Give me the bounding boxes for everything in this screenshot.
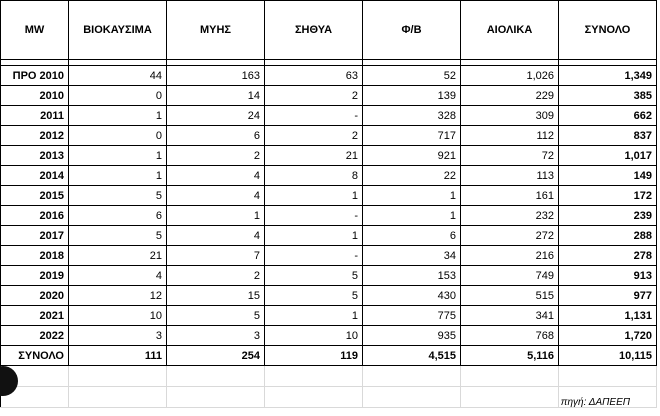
table-cell[interactable]: 717 [363,126,461,146]
header-row [1,1,657,60]
total-cell[interactable]: 5,116 [461,346,559,366]
table-cell[interactable]: 1 [69,106,167,126]
table-cell[interactable]: 921 [363,146,461,166]
table-row [1,286,657,306]
table-cell[interactable]: 161 [461,186,559,206]
empty-cell[interactable] [69,366,167,387]
table-cell[interactable]: 935 [363,326,461,346]
table-cell[interactable]: 0 [69,86,167,106]
row-total-cell[interactable]: 1,017 [559,146,657,166]
total-label-cell[interactable]: ΣΥΝΟΛΟ [1,346,69,366]
row-year-cell[interactable]: 2016 [1,206,69,226]
table-cell[interactable]: 229 [461,86,559,106]
table-cell[interactable]: 3 [167,326,265,346]
row-year-cell[interactable]: 2017 [1,226,69,246]
header-mw[interactable]: MW [1,1,69,60]
header-small-hydro[interactable]: ΜΥΗΣ [167,1,265,60]
row-year-cell[interactable]: 2013 [1,146,69,166]
row-total-cell[interactable]: 172 [559,186,657,206]
total-cell[interactable]: 119 [265,346,363,366]
table-row [1,326,657,346]
row-year-cell[interactable]: 2010 [1,86,69,106]
source-note: πηγή: ΔΑΠΕΕΠ [560,397,630,408]
table-cell[interactable]: 10 [69,306,167,326]
empty-cell[interactable] [461,366,559,387]
empty-cell[interactable] [265,387,363,408]
total-cell[interactable]: 4,515 [363,346,461,366]
row-year-cell[interactable]: 2020 [1,286,69,306]
table-cell[interactable]: 216 [461,246,559,266]
table-cell[interactable]: 10 [265,326,363,346]
table-cell[interactable]: 749 [461,266,559,286]
table-cell[interactable]: 1 [167,206,265,226]
row-total-cell[interactable]: 239 [559,206,657,226]
header-chp[interactable]: ΣΗΘΥΑ [265,1,363,60]
table-cell[interactable]: 15 [167,286,265,306]
table-cell[interactable]: 6 [167,126,265,146]
table-cell[interactable]: 4 [167,166,265,186]
table-row [1,246,657,266]
empty-row [1,387,657,408]
total-row [1,346,657,366]
table-cell[interactable]: - [265,206,363,226]
table-cell[interactable]: 63 [265,66,363,86]
row-total-cell[interactable]: 288 [559,226,657,246]
table-cell[interactable]: 12 [69,286,167,306]
row-year-cell[interactable]: 2014 [1,166,69,186]
table-cell[interactable]: 4 [69,266,167,286]
table-cell[interactable]: 3 [69,326,167,346]
empty-row [1,366,657,387]
row-total-cell[interactable]: 837 [559,126,657,146]
table-cell[interactable]: 2 [167,146,265,166]
table-cell[interactable]: 44 [69,66,167,86]
row-year-cell[interactable]: 2015 [1,186,69,206]
table-cell[interactable]: 24 [167,106,265,126]
table-cell[interactable]: 14 [167,86,265,106]
table-cell[interactable]: 775 [363,306,461,326]
table-row [1,126,657,146]
table-cell[interactable]: 1 [265,226,363,246]
table-cell[interactable]: 113 [461,166,559,186]
empty-cell[interactable] [265,366,363,387]
table-cell[interactable]: 21 [265,146,363,166]
header-photovoltaic[interactable]: Φ/Β [363,1,461,60]
table-cell[interactable]: 153 [363,266,461,286]
table-row [1,86,657,106]
table-cell[interactable]: 2 [167,266,265,286]
table-row [1,166,657,186]
table-cell[interactable]: 309 [461,106,559,126]
row-total-cell[interactable]: 913 [559,266,657,286]
row-year-cell[interactable]: 2021 [1,306,69,326]
table-cell[interactable]: 515 [461,286,559,306]
header-wind[interactable]: ΑΙΟΛΙΚΑ [461,1,559,60]
table-cell[interactable]: 52 [363,66,461,86]
row-year-cell[interactable]: ΠΡΟ 2010 [1,66,69,86]
table-cell[interactable]: 1 [265,186,363,206]
table-cell[interactable]: 6 [69,206,167,226]
table-cell[interactable]: - [265,246,363,266]
table-cell[interactable]: 1,026 [461,66,559,86]
table-cell[interactable]: 22 [363,166,461,186]
total-cell[interactable]: 254 [167,346,265,366]
table-cell[interactable]: 5 [69,186,167,206]
table-cell[interactable]: 2 [265,126,363,146]
empty-cell[interactable] [363,366,461,387]
row-year-cell[interactable]: 2012 [1,126,69,146]
table-cell[interactable]: 7 [167,246,265,266]
header-biofuels[interactable]: ΒΙΟΚΑΥΣΙΜΑ [69,1,167,60]
row-year-cell[interactable]: 2019 [1,266,69,286]
table-cell[interactable]: 5 [265,286,363,306]
table-cell[interactable]: 34 [363,246,461,266]
table-cell[interactable]: 4 [167,186,265,206]
table-cell[interactable]: 163 [167,66,265,86]
table-cell[interactable]: 1 [69,166,167,186]
row-total-cell[interactable]: 278 [559,246,657,266]
table-row [1,266,657,286]
row-year-cell[interactable]: 2018 [1,246,69,266]
table-cell[interactable]: 341 [461,306,559,326]
empty-cell[interactable] [363,387,461,408]
row-total-cell[interactable]: 1,131 [559,306,657,326]
table-cell[interactable]: 768 [461,326,559,346]
table-cell[interactable]: 0 [69,126,167,146]
table-row [1,206,657,226]
table-cell[interactable]: 2 [265,86,363,106]
empty-cell[interactable] [167,387,265,408]
row-total-cell[interactable]: 1,720 [559,326,657,346]
table-cell[interactable]: 6 [363,226,461,246]
table-row [1,186,657,206]
row-total-cell[interactable]: 662 [559,106,657,126]
table-cell[interactable]: 1 [363,186,461,206]
table-cell[interactable]: 272 [461,226,559,246]
row-total-cell[interactable]: 149 [559,166,657,186]
table-cell[interactable]: 5 [265,266,363,286]
empty-cell[interactable] [461,387,559,408]
table-cell[interactable]: 5 [69,226,167,246]
table-cell[interactable]: - [265,106,363,126]
table-row [1,226,657,246]
table-cell[interactable]: 1 [265,306,363,326]
table-row [1,66,657,86]
row-total-cell[interactable]: 977 [559,286,657,306]
row-total-cell[interactable]: 385 [559,86,657,106]
empty-cell[interactable] [167,366,265,387]
table-cell[interactable]: 8 [265,166,363,186]
row-year-cell[interactable]: 2011 [1,106,69,126]
empty-cell[interactable] [559,366,657,387]
table-cell[interactable]: 72 [461,146,559,166]
table-cell[interactable]: 328 [363,106,461,126]
table-cell[interactable]: 139 [363,86,461,106]
empty-cell[interactable] [69,387,167,408]
table-row [1,306,657,326]
table-cell[interactable]: 1 [69,146,167,166]
header-total[interactable]: ΣΥΝΟΛΟ [559,1,657,60]
table-cell[interactable]: 232 [461,206,559,226]
table-cell[interactable]: 430 [363,286,461,306]
table-cell[interactable]: 5 [167,306,265,326]
total-cell[interactable]: 10,115 [559,346,657,366]
table-cell[interactable]: 1 [363,206,461,226]
row-total-cell[interactable]: 1,349 [559,66,657,86]
table-cell[interactable]: 21 [69,246,167,266]
table-row [1,106,657,126]
total-cell[interactable]: 111 [69,346,167,366]
table-cell[interactable]: 112 [461,126,559,146]
table-cell[interactable]: 4 [167,226,265,246]
table-row [1,146,657,166]
row-year-cell[interactable]: 2022 [1,326,69,346]
